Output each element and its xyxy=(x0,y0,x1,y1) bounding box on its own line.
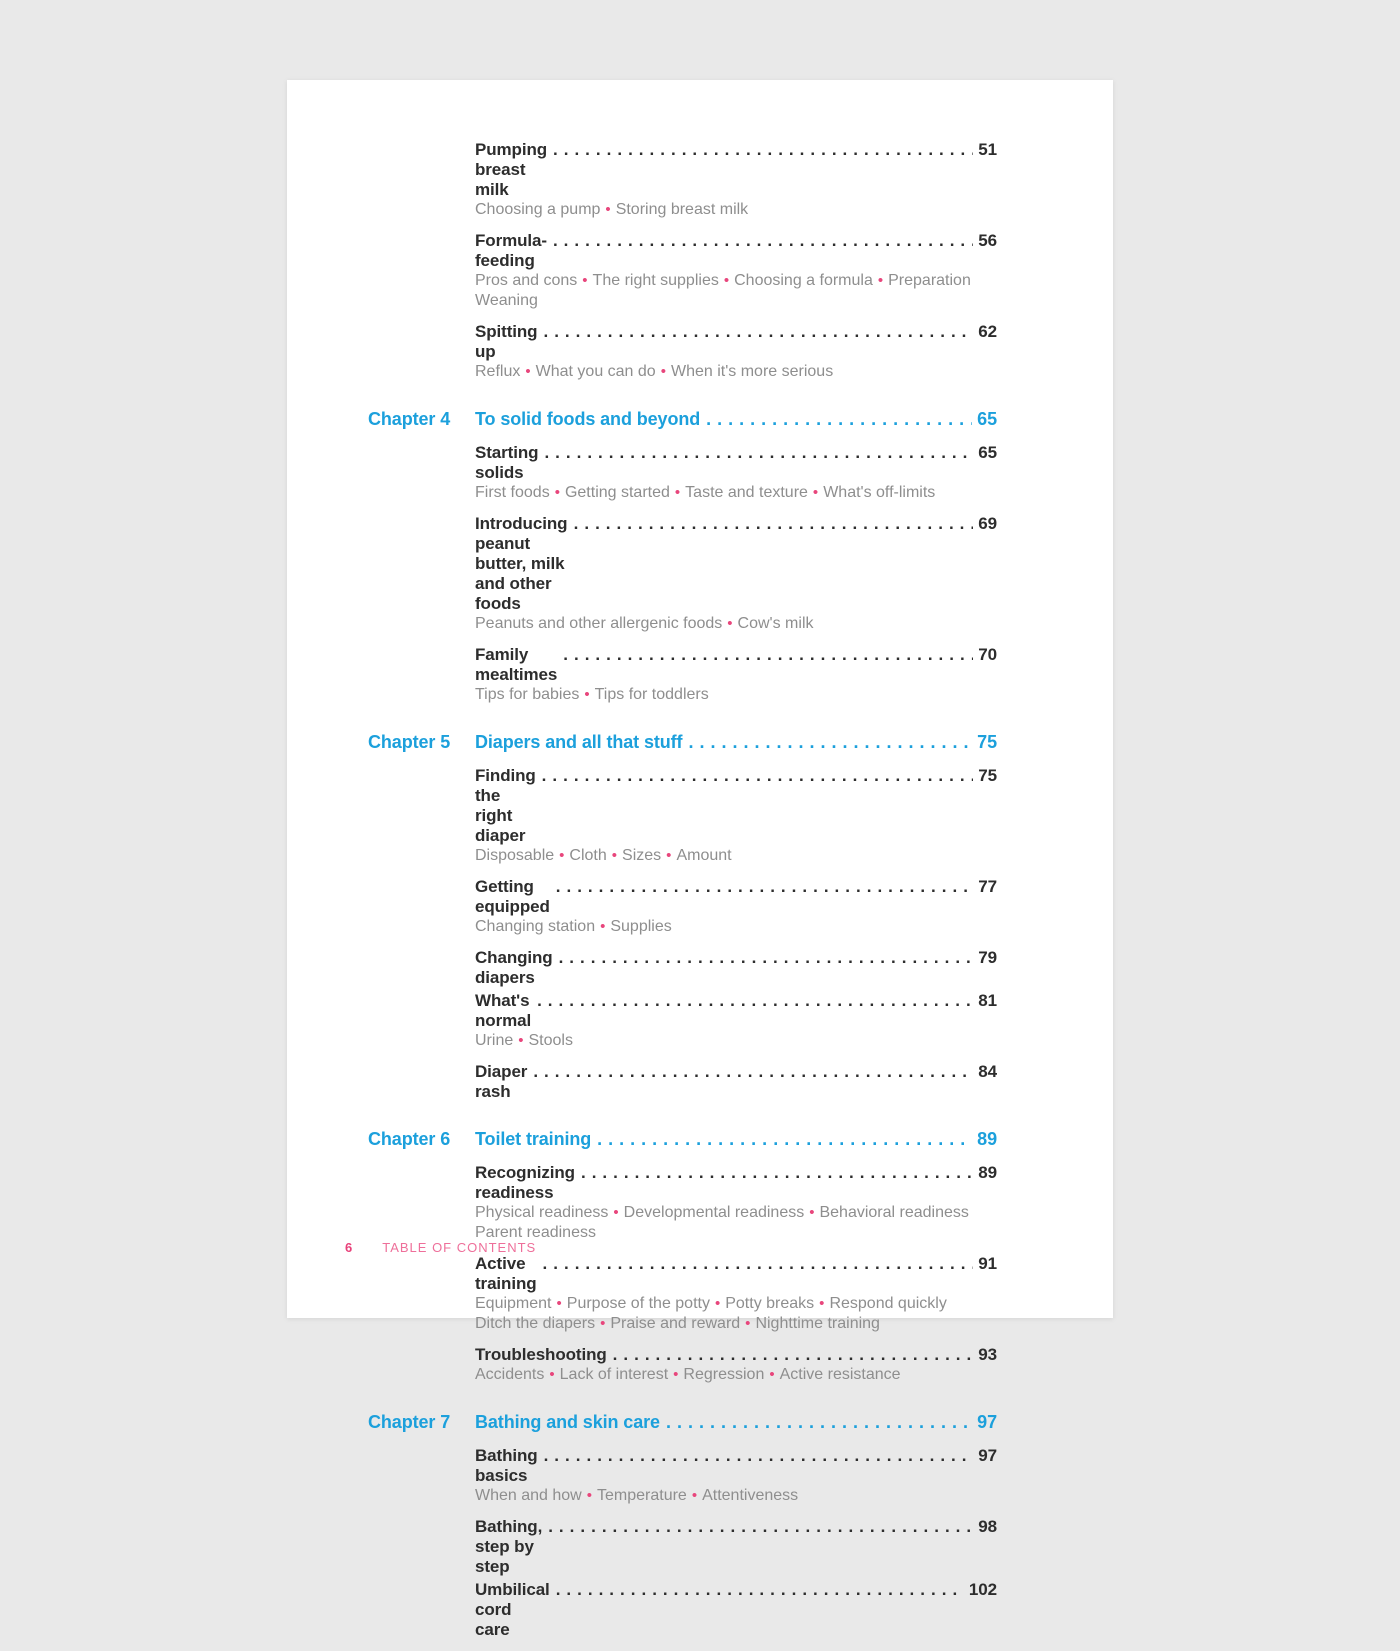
topic-bullet-icon: • xyxy=(673,1366,679,1383)
dot-leader xyxy=(544,1446,974,1466)
topic-item: Respond quickly xyxy=(829,1295,947,1312)
topic-bullet-icon: • xyxy=(723,272,730,289)
topic-bullet-icon: • xyxy=(769,1366,775,1383)
entry-title-row xyxy=(475,140,997,200)
topic-item: What you can do xyxy=(535,363,656,380)
dot-leader xyxy=(559,948,974,968)
topic-line xyxy=(475,483,997,503)
toc-entry xyxy=(475,1163,997,1243)
chapter-page-number: 97 xyxy=(977,1412,997,1432)
entry-title-row xyxy=(475,1062,997,1102)
topic-item: Cloth xyxy=(569,847,607,864)
chapter-heading xyxy=(368,1128,997,1150)
toc-entry xyxy=(475,140,997,220)
entry-title-row xyxy=(475,991,997,1031)
entry-title-row xyxy=(475,1163,997,1203)
entry-title: Spitting up xyxy=(475,322,538,361)
topic-bullet-icon: • xyxy=(819,1295,825,1312)
entry-topics xyxy=(475,1486,997,1506)
topic-item: Changing station xyxy=(475,918,596,935)
topic-item: Parent readiness xyxy=(475,1224,596,1241)
topic-item: Reflux xyxy=(475,363,521,380)
topic-item: Taste and texture xyxy=(685,484,808,501)
topic-item: Lack of interest xyxy=(559,1366,669,1383)
entry-topics xyxy=(475,1031,997,1051)
topic-bullet-icon: • xyxy=(559,847,565,864)
topic-bullet-icon: • xyxy=(582,272,588,289)
entry-title-row xyxy=(475,443,997,483)
entry-topics xyxy=(475,1365,997,1385)
topic-item: Stools xyxy=(528,1032,573,1049)
toc-entry xyxy=(475,1517,997,1577)
topic-line xyxy=(475,1314,997,1334)
entry-page-number: 62 xyxy=(978,322,997,341)
entry-topics xyxy=(475,685,997,705)
dot-leader xyxy=(533,1062,973,1082)
chapter-heading xyxy=(368,731,997,753)
toc-entry xyxy=(475,443,997,503)
toc-entry xyxy=(475,1345,997,1385)
chapter-page-number: 65 xyxy=(977,409,997,429)
topic-item: Choosing a pump xyxy=(475,201,601,218)
toc-page xyxy=(287,80,1113,1639)
entry-topics xyxy=(475,483,997,503)
footer-page-number: 6 xyxy=(345,1240,353,1255)
topic-item: Disposable xyxy=(475,847,555,864)
entry-title: Bathing basics xyxy=(475,1446,538,1485)
topic-line xyxy=(475,1365,997,1385)
entry-title-row xyxy=(475,766,997,846)
chapter-entries xyxy=(475,443,997,705)
footer-label: TABLE OF CONTENTS xyxy=(382,1240,537,1255)
topic-bullet-icon: • xyxy=(600,1315,606,1332)
toc-entry xyxy=(475,645,997,705)
entry-title: Starting solids xyxy=(475,443,539,482)
toc-entry xyxy=(475,1580,997,1640)
topic-item: Urine xyxy=(475,1032,514,1049)
topic-line xyxy=(475,1294,997,1314)
entry-topics xyxy=(475,846,997,866)
dot-leader xyxy=(688,731,972,753)
topic-item: Tips for babies xyxy=(475,686,580,703)
entry-page-number: 51 xyxy=(978,140,997,159)
dot-leader xyxy=(548,1517,973,1537)
dot-leader xyxy=(544,443,973,463)
entry-page-number: 102 xyxy=(968,1580,997,1599)
toc-entry xyxy=(475,231,997,311)
dot-leader xyxy=(553,231,973,251)
topic-bullet-icon: • xyxy=(727,615,733,632)
topic-bullet-icon: • xyxy=(877,272,884,289)
entry-title-row xyxy=(475,948,997,988)
topic-item: Behavioral readiness xyxy=(819,1204,969,1221)
entry-title: Active training xyxy=(475,1254,537,1293)
toc-content xyxy=(368,140,997,1651)
dot-leader xyxy=(556,1580,964,1600)
entry-topics xyxy=(475,200,997,220)
entry-topics xyxy=(475,917,997,937)
chapter-label: Chapter 4 xyxy=(368,409,451,429)
entry-title: Bathing, step by step xyxy=(475,1517,543,1576)
entry-page-number: 91 xyxy=(978,1254,997,1273)
toc-entry xyxy=(475,1254,997,1334)
topic-item: What's off-limits xyxy=(823,484,936,501)
topic-line xyxy=(475,362,997,382)
topic-line xyxy=(475,917,997,937)
chapter-title: To solid foods and beyond xyxy=(475,409,701,429)
topic-item: Supplies xyxy=(610,918,672,935)
toc-entry xyxy=(475,1446,997,1506)
chapter-group xyxy=(368,1128,997,1385)
topic-item: Peanuts and other allergenic foods xyxy=(475,615,723,632)
entry-topics xyxy=(475,362,997,382)
entry-title-row xyxy=(475,1517,997,1577)
section-group xyxy=(368,140,997,382)
topic-bullet-icon: • xyxy=(666,847,672,864)
topic-bullet-icon: • xyxy=(518,1032,524,1049)
chapter-title: Bathing and skin care xyxy=(475,1412,660,1432)
entry-title: Formula-feeding xyxy=(475,231,547,270)
topic-bullet-icon: • xyxy=(605,201,611,218)
chapter-label: Chapter 6 xyxy=(368,1129,451,1149)
chapter-group xyxy=(368,731,997,1102)
topic-item: Regression xyxy=(683,1366,765,1383)
topic-line xyxy=(475,271,997,291)
entry-title: Changing diapers xyxy=(475,948,553,987)
dot-leader xyxy=(574,514,974,534)
toc-entry xyxy=(475,322,997,382)
topic-item: Potty breaks xyxy=(725,1295,815,1312)
entry-title: Diaper rash xyxy=(475,1062,528,1101)
entry-title-row xyxy=(475,514,997,614)
topic-line xyxy=(475,685,997,705)
topic-item: Ditch the diapers xyxy=(475,1315,596,1332)
topic-item: Active resistance xyxy=(779,1366,901,1383)
chapter-page-number: 89 xyxy=(977,1129,997,1149)
topic-bullet-icon: • xyxy=(584,686,590,703)
topic-item: Choosing a formula xyxy=(734,272,873,289)
entry-title-row xyxy=(475,1446,997,1486)
topic-line xyxy=(475,1486,997,1506)
topic-item: Pros and cons xyxy=(475,272,578,289)
topic-bullet-icon: • xyxy=(549,1366,555,1383)
entry-page-number: 75 xyxy=(978,766,997,785)
topic-bullet-icon: • xyxy=(554,484,560,501)
entry-title-row xyxy=(475,645,997,685)
topic-item: First foods xyxy=(475,484,550,501)
toc-entry xyxy=(475,877,997,937)
entry-page-number: 69 xyxy=(978,514,997,533)
topic-line xyxy=(475,1203,997,1223)
topic-bullet-icon: • xyxy=(809,1204,815,1221)
chapter-entries xyxy=(475,140,997,382)
topic-item: Physical readiness xyxy=(475,1204,609,1221)
topic-item: Tips for toddlers xyxy=(594,686,709,703)
entry-title: Finding the right diaper xyxy=(475,766,536,845)
entry-title: Family mealtimes xyxy=(475,645,558,684)
topic-line xyxy=(475,200,997,220)
chapter-label: Chapter 5 xyxy=(368,732,451,752)
topic-item: Accidents xyxy=(475,1366,545,1383)
topic-item: Attentiveness xyxy=(702,1487,799,1504)
entry-page-number: 93 xyxy=(978,1345,997,1364)
entry-page-number: 89 xyxy=(978,1163,997,1182)
entry-topics xyxy=(475,271,997,311)
chapter-label: Chapter 7 xyxy=(368,1412,451,1432)
entry-title-row xyxy=(475,1254,997,1294)
dot-leader xyxy=(542,766,974,786)
topic-bullet-icon: • xyxy=(714,1295,721,1312)
topic-bullet-icon: • xyxy=(556,1295,562,1312)
dot-leader xyxy=(666,1411,972,1433)
chapter-heading xyxy=(368,1411,997,1433)
toc-entry xyxy=(475,948,997,988)
entry-page-number: 97 xyxy=(978,1446,997,1465)
chapter-group xyxy=(368,408,997,705)
topic-line xyxy=(475,846,997,866)
entry-title-row xyxy=(475,1580,997,1640)
dot-leader xyxy=(543,1254,974,1274)
chapter-title: Diapers and all that stuff xyxy=(475,732,683,752)
topic-line xyxy=(475,291,997,311)
entry-page-number: 98 xyxy=(978,1517,997,1536)
topic-item: Cow's milk xyxy=(737,615,814,632)
chapter-heading xyxy=(368,408,997,430)
dot-leader xyxy=(706,408,972,430)
topic-bullet-icon: • xyxy=(600,918,606,935)
topic-item: Praise and reward xyxy=(610,1315,741,1332)
entry-topics xyxy=(475,1203,997,1243)
topic-line xyxy=(475,1031,997,1051)
topic-item: The right supplies xyxy=(592,272,719,289)
entry-topics xyxy=(475,614,997,634)
topic-item: When it's more serious xyxy=(670,363,834,380)
dot-leader xyxy=(537,991,973,1011)
topic-bullet-icon: • xyxy=(586,1487,592,1504)
entry-title: Recognizing readiness xyxy=(475,1163,575,1202)
dot-leader xyxy=(581,1163,973,1183)
topic-item: Nighttime training xyxy=(755,1315,880,1332)
topic-item: Storing breast milk xyxy=(615,201,749,218)
chapter-entries xyxy=(475,766,997,1102)
topic-item: Sizes xyxy=(622,847,662,864)
chapter-group xyxy=(368,1411,997,1640)
topic-line xyxy=(475,614,997,634)
entry-page-number: 77 xyxy=(978,877,997,896)
entry-topics xyxy=(475,1294,997,1334)
entry-title-row xyxy=(475,1345,997,1365)
dot-leader xyxy=(553,140,973,160)
dot-leader xyxy=(556,877,974,897)
topic-bullet-icon: • xyxy=(812,484,819,501)
topic-bullet-icon: • xyxy=(525,363,531,380)
dot-leader xyxy=(543,322,973,342)
entry-title: Introducing peanut butter, milk and other foods xyxy=(475,514,568,613)
topic-item: Preparation xyxy=(888,272,971,289)
entry-page-number: 56 xyxy=(978,231,997,250)
entry-page-number: 84 xyxy=(978,1062,997,1081)
chapter-entries xyxy=(475,1446,997,1640)
entry-page-number: 81 xyxy=(978,991,997,1010)
topic-bullet-icon: • xyxy=(674,484,681,501)
entry-title: What's normal xyxy=(475,991,532,1030)
topic-bullet-icon: • xyxy=(691,1487,698,1504)
entry-title-row xyxy=(475,322,997,362)
topic-item: Purpose of the potty xyxy=(566,1295,710,1312)
topic-bullet-icon: • xyxy=(660,363,666,380)
topic-item: Temperature xyxy=(597,1487,687,1504)
entry-title: Troubleshooting xyxy=(475,1345,607,1364)
dot-leader xyxy=(563,645,973,665)
toc-entry xyxy=(475,1062,997,1102)
dot-leader xyxy=(613,1345,974,1365)
toc-entry xyxy=(475,514,997,634)
topic-bullet-icon: • xyxy=(611,847,618,864)
topic-bullet-icon: • xyxy=(745,1315,751,1332)
entry-title: Getting equipped xyxy=(475,877,550,916)
entry-title-row xyxy=(475,877,997,917)
dot-leader xyxy=(597,1128,972,1150)
entry-title-row xyxy=(475,231,997,271)
topic-item: Weaning xyxy=(475,292,538,309)
topic-item: When and how xyxy=(475,1487,582,1504)
entry-title: Pumping breast milk xyxy=(475,140,548,199)
toc-entry xyxy=(475,766,997,866)
chapter-page-number: 75 xyxy=(977,732,997,752)
footer xyxy=(345,1240,536,1256)
toc-entry xyxy=(475,991,997,1051)
chapter-title: Toilet training xyxy=(475,1129,592,1149)
topic-line xyxy=(475,1223,997,1243)
topic-item: Amount xyxy=(676,847,732,864)
entry-page-number: 79 xyxy=(978,948,997,967)
chapter-entries xyxy=(475,1163,997,1385)
topic-bullet-icon: • xyxy=(613,1204,619,1221)
entry-title: Umbilical cord care xyxy=(475,1580,550,1639)
topic-item: Equipment xyxy=(475,1295,552,1312)
topic-item: Getting started xyxy=(564,484,670,501)
entry-page-number: 70 xyxy=(978,645,997,664)
topic-item: Developmental readiness xyxy=(623,1204,805,1221)
entry-page-number: 65 xyxy=(978,443,997,462)
